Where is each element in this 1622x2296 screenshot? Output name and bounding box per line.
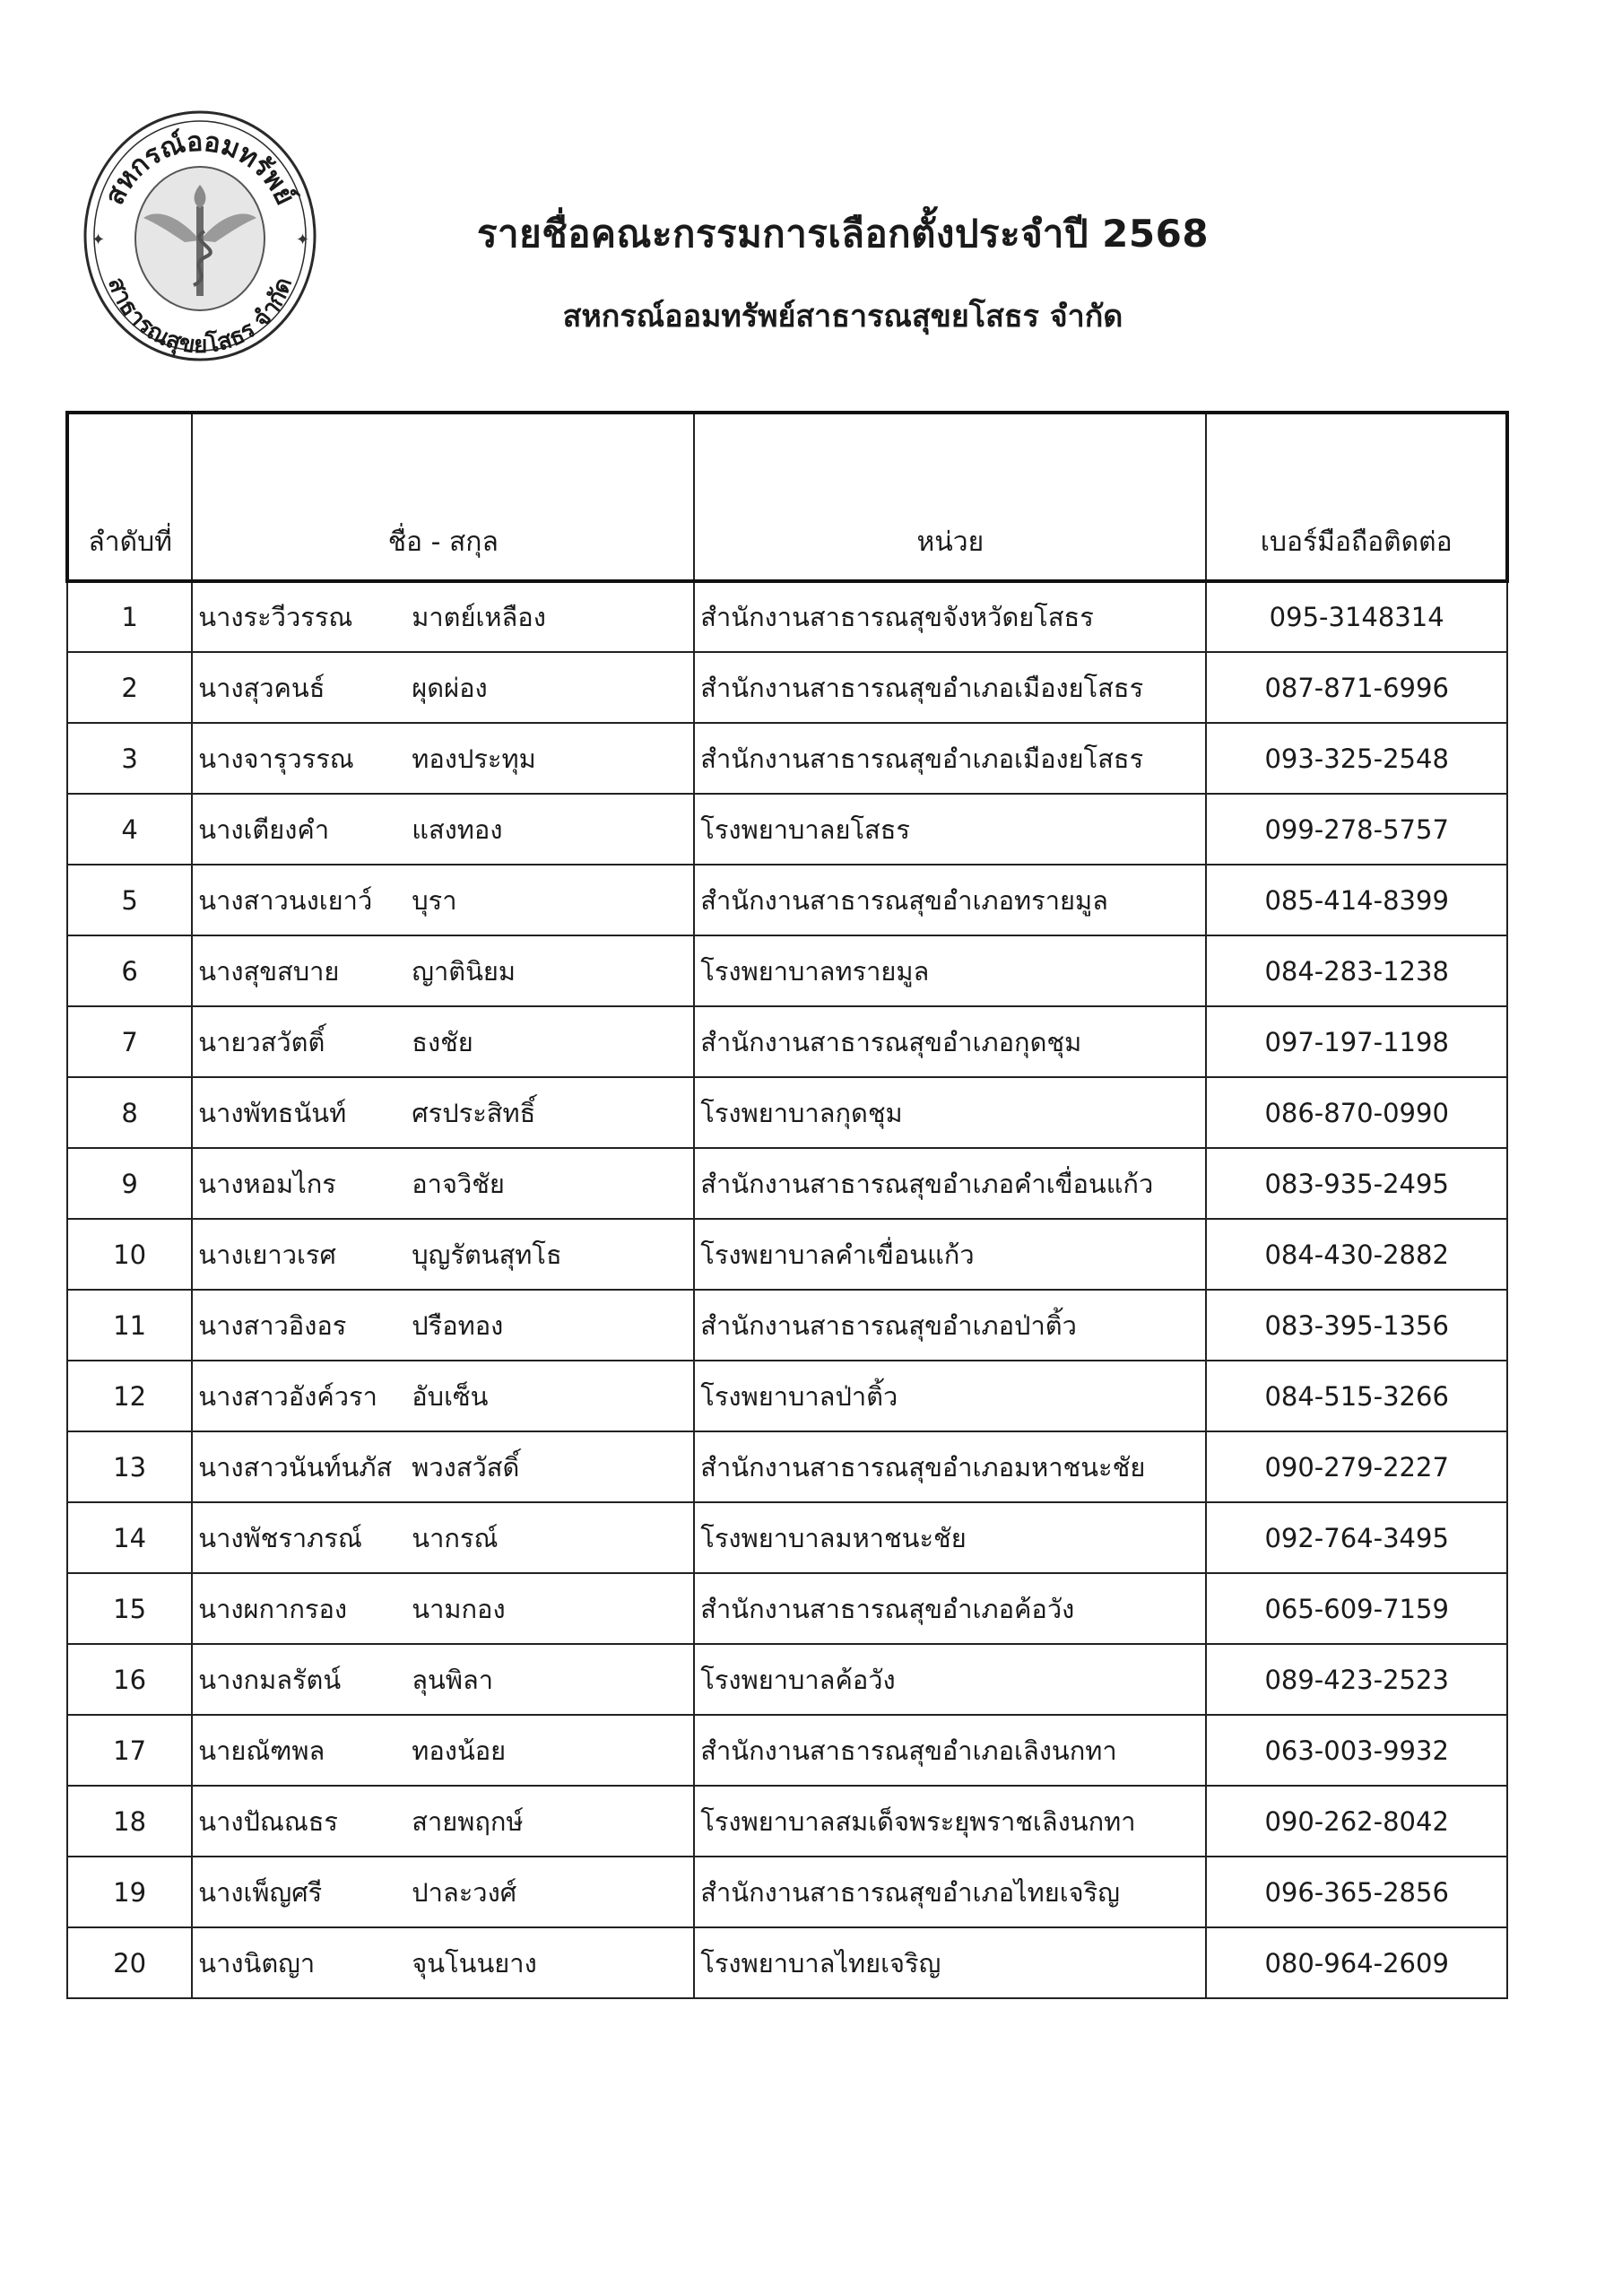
- last-name: แสงทอง: [412, 813, 503, 845]
- phone-cell: 096-365-2856: [1206, 1857, 1507, 1927]
- unit-cell: สำนักงานสาธารณสุขอำเภอไทยเจริญ: [694, 1857, 1206, 1927]
- table-row: [67, 865, 1507, 935]
- full-name-cell: [192, 581, 694, 652]
- first-name: นางนิตญา: [198, 1947, 316, 1979]
- column-header-number: ลำดับที่: [67, 413, 192, 581]
- first-name: นางสุขสบาย: [198, 955, 340, 987]
- first-name: นางกมลรัตน์: [198, 1664, 342, 1695]
- table-row: [67, 1857, 1507, 1927]
- row-number: 5: [67, 865, 192, 935]
- last-name: ธงชัย: [412, 1026, 473, 1057]
- row-number: 4: [67, 794, 192, 865]
- phone-cell: 084-283-1238: [1206, 935, 1507, 1006]
- column-header-unit: หน่วย: [694, 413, 1206, 581]
- last-name: จุนโนนยาง: [412, 1947, 537, 1979]
- full-name-cell: [192, 1857, 694, 1927]
- phone-cell: 065-609-7159: [1206, 1573, 1507, 1644]
- row-number: 18: [67, 1786, 192, 1857]
- first-name: นางปัณณธร: [198, 1805, 339, 1837]
- phone-cell: 087-871-6996: [1206, 652, 1507, 723]
- table-row: [67, 794, 1507, 865]
- row-number: 20: [67, 1927, 192, 1998]
- last-name: ปรือทอง: [412, 1309, 504, 1341]
- last-name: ลุนพิลา: [412, 1664, 494, 1695]
- table-row: [67, 1077, 1507, 1148]
- unit-cell: สำนักงานสาธารณสุขอำเภอค้อวัง: [694, 1573, 1206, 1644]
- unit-cell: โรงพยาบาลคำเขื่อนแก้ว: [694, 1219, 1206, 1290]
- last-name: มาตย์เหลือง: [412, 602, 546, 632]
- first-name: นางสาวนงเยาว์: [198, 884, 373, 916]
- table-row: [67, 1715, 1507, 1786]
- svg-text:✦: ✦: [296, 230, 310, 249]
- table-row: [67, 652, 1507, 723]
- first-name: นางเพ็ญศรี: [198, 1876, 323, 1908]
- first-name: นางสาวอังค์วรา: [198, 1380, 377, 1412]
- full-name-cell: [192, 723, 694, 794]
- first-name: นางเยาวเรศ: [198, 1239, 336, 1270]
- unit-cell: สำนักงานสาธารณสุขอำเภอทรายมูล: [694, 865, 1206, 935]
- first-name: นางสาวนันท์นภัส: [198, 1451, 393, 1483]
- last-name: อับเซ็น: [412, 1380, 489, 1412]
- unit-cell: สำนักงานสาธารณสุขอำเภอเมืองยโสธร: [694, 652, 1206, 723]
- unit-cell: โรงพยาบาลมหาชนะชัย: [694, 1502, 1206, 1573]
- table-header: [67, 413, 1507, 581]
- row-number: 15: [67, 1573, 192, 1644]
- first-name: นางสุวคนธ์: [198, 672, 325, 703]
- header-row: [67, 413, 1507, 581]
- unit-cell: สำนักงานสาธารณสุขอำเภอป่าติ้ว: [694, 1290, 1206, 1361]
- table-row: [67, 1148, 1507, 1219]
- unit-cell: สำนักงานสาธารณสุขอำเภอคำเขื่อนแก้ว: [694, 1148, 1206, 1219]
- first-name: นายวสวัตติ์: [198, 1026, 325, 1057]
- full-name-cell: [192, 652, 694, 723]
- table-row: [67, 935, 1507, 1006]
- row-number: 14: [67, 1502, 192, 1573]
- last-name: ญาตินิยม: [412, 955, 516, 987]
- table-row: [67, 1573, 1507, 1644]
- full-name-cell: [192, 1502, 694, 1573]
- first-name: นางเตียงคำ: [198, 813, 330, 845]
- unit-cell: โรงพยาบาลไทยเจริญ: [694, 1927, 1206, 1998]
- full-name-cell: [192, 1006, 694, 1077]
- unit-cell: สำนักงานสาธารณสุขอำเภอมหาชนะชัย: [694, 1431, 1206, 1502]
- unit-cell: โรงพยาบาลป่าติ้ว: [694, 1361, 1206, 1431]
- full-name-cell: [192, 1148, 694, 1219]
- table-row: [67, 1644, 1507, 1715]
- first-name: นางระวีวรรณ: [198, 602, 353, 632]
- first-name: นางสาวอิงอร: [198, 1309, 347, 1341]
- phone-cell: 093-325-2548: [1206, 723, 1507, 794]
- phone-cell: 097-197-1198: [1206, 1006, 1507, 1077]
- last-name: พวงสวัสดิ์: [412, 1451, 520, 1483]
- row-number: 9: [67, 1148, 192, 1219]
- first-name: นางผกากรอง: [198, 1593, 348, 1624]
- phone-cell: 090-262-8042: [1206, 1786, 1507, 1857]
- full-name-cell: [192, 1431, 694, 1502]
- phone-cell: 089-423-2523: [1206, 1644, 1507, 1715]
- last-name: ปาละวงศ์: [412, 1876, 517, 1908]
- unit-cell: โรงพยาบาลค้อวัง: [694, 1644, 1206, 1715]
- document-title: รายชื่อคณะกรรมการเลือกตั้งประจำปี 2568: [476, 212, 1210, 256]
- row-number: 11: [67, 1290, 192, 1361]
- phone-cell: 083-395-1356: [1206, 1290, 1507, 1361]
- full-name-cell: [192, 935, 694, 1006]
- full-name-cell: [192, 865, 694, 935]
- phone-cell: 095-3148314: [1206, 581, 1507, 652]
- full-name-cell: [192, 794, 694, 865]
- row-number: 2: [67, 652, 192, 723]
- first-name: นางหอมไกร: [198, 1168, 336, 1199]
- phone-cell: 063-003-9932: [1206, 1715, 1507, 1786]
- full-name-cell: [192, 1290, 694, 1361]
- table-row: [67, 723, 1507, 794]
- row-number: 7: [67, 1006, 192, 1077]
- full-name-cell: [192, 1573, 694, 1644]
- row-number: 13: [67, 1431, 192, 1502]
- phone-cell: 084-430-2882: [1206, 1219, 1507, 1290]
- phone-cell: 084-515-3266: [1206, 1361, 1507, 1431]
- column-header-name: ชื่อ - สกุล: [192, 413, 694, 581]
- phone-cell: 080-964-2609: [1206, 1927, 1507, 1998]
- unit-cell: โรงพยาบาลยโสธร: [694, 794, 1206, 865]
- last-name: บุรา: [412, 884, 457, 916]
- unit-cell: สำนักงานสาธารณสุขอำเภอกุดชุม: [694, 1006, 1206, 1077]
- full-name-cell: [192, 1361, 694, 1431]
- last-name: นามกอง: [412, 1593, 506, 1624]
- column-header-phone: เบอร์มือถือติดต่อ: [1206, 413, 1507, 581]
- row-number: 10: [67, 1219, 192, 1290]
- last-name: สายพฤกษ์: [412, 1805, 524, 1837]
- cooperative-seal-logo: [79, 106, 321, 366]
- unit-cell: โรงพยาบาลสมเด็จพระยุพราชเลิงนกทา: [694, 1786, 1206, 1857]
- last-name: ทองน้อย: [412, 1735, 507, 1766]
- full-name-cell: [192, 1927, 694, 1998]
- full-name-cell: [192, 1786, 694, 1857]
- first-name: นางจารุวรรณ: [198, 743, 354, 774]
- row-number: 12: [67, 1361, 192, 1431]
- table-row: [67, 1361, 1507, 1431]
- row-number: 17: [67, 1715, 192, 1786]
- full-name-cell: [192, 1715, 694, 1786]
- last-name: ผุดผ่อง: [412, 672, 488, 703]
- full-name-cell: [192, 1219, 694, 1290]
- phone-cell: 090-279-2227: [1206, 1431, 1507, 1502]
- last-name: นากรณ์: [412, 1522, 499, 1553]
- svg-text:✦: ✦: [91, 230, 106, 249]
- phone-cell: 086-870-0990: [1206, 1077, 1507, 1148]
- table-row: [67, 1219, 1507, 1290]
- row-number: 16: [67, 1644, 192, 1715]
- unit-cell: โรงพยาบาลทรายมูล: [694, 935, 1206, 1006]
- unit-cell: สำนักงานสาธารณสุขอำเภอเมืองยโสธร: [694, 723, 1206, 794]
- last-name: ศรประสิทธิ์: [412, 1097, 536, 1128]
- row-number: 6: [67, 935, 192, 1006]
- phone-cell: 092-764-3495: [1206, 1502, 1507, 1573]
- table-row: [67, 1927, 1507, 1998]
- first-name: นางพัชราภรณ์: [198, 1522, 362, 1553]
- last-name: ทองประทุม: [412, 743, 536, 774]
- phone-cell: 099-278-5757: [1206, 794, 1507, 865]
- full-name-cell: [192, 1644, 694, 1715]
- row-number: 8: [67, 1077, 192, 1148]
- table-row: [67, 1290, 1507, 1361]
- committee-table: [65, 411, 1509, 1999]
- table-row: [67, 1786, 1507, 1857]
- table-body: [67, 581, 1507, 1998]
- table-row: [67, 1006, 1507, 1077]
- row-number: 19: [67, 1857, 192, 1927]
- full-name-cell: [192, 1077, 694, 1148]
- phone-cell: 083-935-2495: [1206, 1148, 1507, 1219]
- seal-bottom-text: สาธารณสุขยโสธร จำกัด: [102, 274, 298, 360]
- first-name: นางพัทธนันท์: [198, 1097, 347, 1128]
- first-name: นายณัฑพล: [198, 1735, 325, 1766]
- table-row: [67, 1502, 1507, 1573]
- unit-cell: โรงพยาบาลกุดชุม: [694, 1077, 1206, 1148]
- document-subtitle: สหกรณ์ออมทรัพย์สาธารณสุขยโสธร จำกัด: [562, 299, 1123, 335]
- unit-cell: สำนักงานสาธารณสุขจังหวัดยโสธร: [694, 581, 1206, 652]
- last-name: บุญรัตนสุทโธ: [412, 1239, 562, 1270]
- seal-top-text: สหกรณ์ออมทรัพย์: [99, 126, 301, 210]
- unit-cell: สำนักงานสาธารณสุขอำเภอเลิงนกทา: [694, 1715, 1206, 1786]
- phone-cell: 085-414-8399: [1206, 865, 1507, 935]
- row-number: 3: [67, 723, 192, 794]
- last-name: อาจวิชัย: [412, 1168, 505, 1199]
- table-row: [67, 581, 1507, 652]
- table-row: [67, 1431, 1507, 1502]
- row-number: 1: [67, 581, 192, 652]
